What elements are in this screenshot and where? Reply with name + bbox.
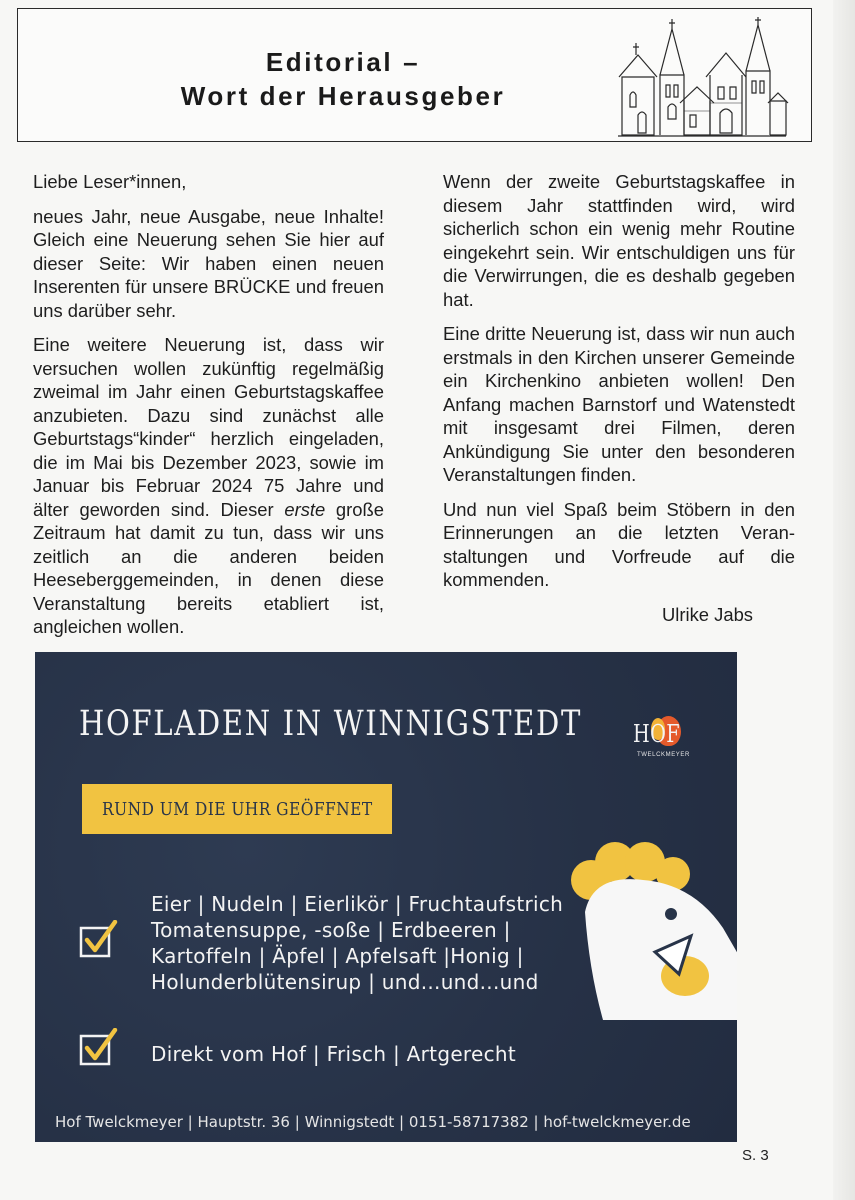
- church-sketch-icon: [614, 15, 789, 139]
- product-line: Tomatensuppe, -soße | Erdbeeren |: [151, 918, 511, 942]
- product-line: Eier | Nudeln | Eierlikör | Fruchtaufstrich: [151, 892, 564, 916]
- header-title-line2: Wort der Herausgeber: [180, 81, 506, 111]
- chicken-icon: [563, 840, 737, 1020]
- hof-logo: [625, 712, 695, 772]
- hofladen-advertisement: [35, 652, 737, 1142]
- header-title: [78, 45, 608, 113]
- editorial-right-column: [443, 170, 795, 637]
- banner-text: RUND UM DIE UHR GEÖFFNET: [101, 798, 373, 820]
- page-edge: [833, 0, 855, 1200]
- paragraph-2-rest: große Zeitraum hat damit zu tun, dass wir uns zeitlich an die anderen beiden Heeseberggemeinden, in denen diese Veranstaltung bereits etabliert ist, angleichen wollen.: [33, 498, 384, 637]
- paragraph-2-italic: erste: [284, 498, 326, 520]
- paragraph-3: Wenn der zweite Geburtstagskaffee in diesem Jahr stattfinden wird, wird sicherlich schon ein wenig mehr Routine eingekehrt sein. Wir entschuldigen uns für die Verwirrungen, die es deshalb gegeben hat.: [443, 171, 795, 310]
- logo-word: HOF: [633, 720, 681, 748]
- ad-title: HOFLADEN IN WINNIGSTEDT: [79, 704, 583, 744]
- signature: Ulrike Jabs: [662, 603, 753, 625]
- features-line: Direkt vom Hof | Frisch | Artgerecht: [151, 1042, 517, 1066]
- paragraph-2-text: Eine weitere Neuerung ist, dass wir versuchen wollen zukünftig regelmäßig zweimal im Jahr einen Geburtstagskaffee anzubieten. Dazu sind zunächst alle Geburtstags“kinder“ herzlich eingeladen, die im Mai bis Dezember 2023, sowie im Januar bis Februar 2024 75 Jahre und älter geworden sind. Dieser: [33, 334, 384, 520]
- product-line: Kartoffeln | Äpfel | Apfelsaft |Honig |: [151, 944, 524, 968]
- logo-subtitle: TWELCKMEYER: [637, 752, 690, 758]
- paragraph-1: neues Jahr, neue Ausgabe, neue Inhalte! Gleich eine Neuerung sehen Sie hier auf dieser Seite: Wir haben einen neuen Inserenten für unsere BRÜCKE und freuen uns darüber sehr.: [33, 205, 384, 321]
- product-list: [151, 891, 563, 995]
- editorial-header: [17, 8, 812, 142]
- product-line: Holunderblütensirup | und...und...und: [151, 970, 539, 994]
- checkbox-icon: [79, 1028, 119, 1066]
- paragraph-4: Eine dritte Neuerung ist, dass wir nun auch erstmals in den Kirchen unserer Gemeinde ein Kirchenkino anbieten wollen! Den Anfang machen Barnstorf und Watenstedt mit insgesamt drei Filmen, deren Ankündigung Sie unter den besonderen Veranstaltungen finden.: [443, 323, 795, 485]
- header-title-line1: Editorial –: [265, 47, 421, 77]
- editorial-left-column: [33, 170, 384, 650]
- paragraph-2: [33, 333, 384, 639]
- salutation: Liebe Leser*innen,: [33, 171, 187, 192]
- paragraph-5: Und nun viel Spaß beim Stöbern in den Erinnerungen an die letzten Veranstaltungen und Vorfreude auf die kommenden.: [443, 498, 795, 590]
- page-number: S. 3: [742, 1147, 769, 1164]
- opening-hours-banner: [82, 784, 392, 834]
- checkbox-icon: [79, 920, 119, 958]
- ad-contact-footer: Hof Twelckmeyer | Hauptstr. 36 | Winnigstedt | 0151-58717382 | hof-twelckmeyer.de: [55, 1113, 691, 1131]
